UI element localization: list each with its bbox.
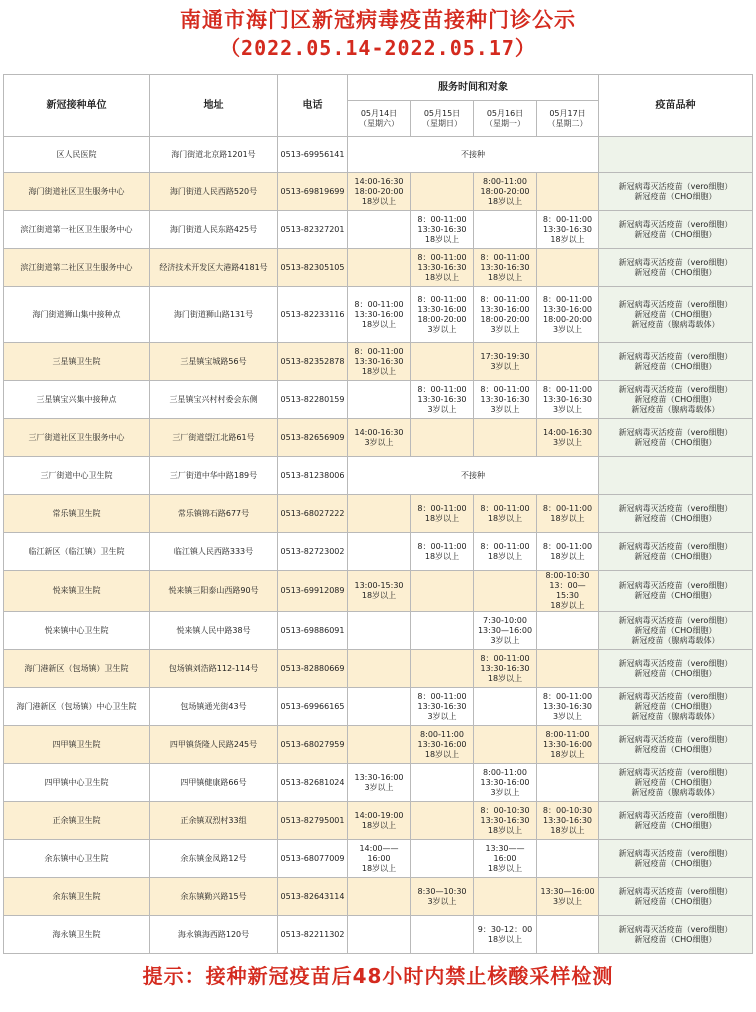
service-time-cell [348, 211, 411, 249]
unit-name: 三星镇宝兴集中接种点 [4, 381, 150, 419]
service-time-cell: 8:30—10:30 3岁以上 [411, 878, 474, 916]
service-time-cell [537, 343, 599, 381]
unit-phone: 0513-68077009 [278, 840, 348, 878]
service-time-cell [348, 688, 411, 726]
unit-phone: 0513-82305105 [278, 249, 348, 287]
unit-phone: 0513-82795001 [278, 802, 348, 840]
vaccine-types: 新冠病毒灭活疫苗（vero细胞） 新冠疫苗（CHO细胞） [599, 878, 753, 916]
unit-phone: 0513-69886091 [278, 612, 348, 650]
unit-address: 四甲镇健康路66号 [150, 764, 278, 802]
service-time-cell: 8:00-10:30 13：00—15:30 18岁以上 [537, 571, 599, 612]
unit-phone: 0513-82643114 [278, 878, 348, 916]
vaccine-types: 新冠病毒灭活疫苗（vero细胞） 新冠疫苗（CHO细胞） [599, 343, 753, 381]
service-time-cell: 8：00-11:00 13:30-16:30 18岁以上 [537, 211, 599, 249]
unit-name: 四甲镇卫生院 [4, 726, 150, 764]
unit-name: 三星镇卫生院 [4, 343, 150, 381]
header-vaccine-type: 疫苗品种 [599, 75, 753, 137]
service-time-cell: 8：00-11:00 13:30-16:30 18岁以上 [474, 249, 537, 287]
unit-phone: 0513-82233116 [278, 287, 348, 343]
service-time-cell: 13:00-15:30 18岁以上 [348, 571, 411, 612]
unit-name: 正余镇卫生院 [4, 802, 150, 840]
unit-address: 临江镇人民西路333号 [150, 533, 278, 571]
unit-phone: 0513-81238006 [278, 457, 348, 495]
unit-name: 四甲镇中心卫生院 [4, 764, 150, 802]
vaccine-types: 新冠病毒灭活疫苗（vero细胞） 新冠疫苗（CHO细胞） [599, 495, 753, 533]
unit-name: 区人民医院 [4, 137, 150, 173]
warning-tip: 提示：接种新冠疫苗后48小时内禁止核酸采样检测 [142, 964, 614, 988]
unit-address: 悦来镇人民中路38号 [150, 612, 278, 650]
service-time-cell: 8：00-11:00 18岁以上 [411, 495, 474, 533]
service-time-cell: 14:00-16:30 18:00-20:00 18岁以上 [348, 173, 411, 211]
service-time-cell: 13:30—16:00 3岁以上 [537, 878, 599, 916]
service-time-cell: 8：00-11:00 13:30-16:30 3岁以上 [474, 381, 537, 419]
vaccination-schedule-table [3, 74, 753, 954]
table-row [4, 287, 753, 343]
service-time-cell: 14:00-19:00 18岁以上 [348, 802, 411, 840]
unit-phone: 0513-68027222 [278, 495, 348, 533]
service-time-cell [474, 571, 537, 612]
service-time-cell: 8：00-11:00 13:30-16:30 18岁以上 [348, 343, 411, 381]
unit-phone: 0513-69912089 [278, 571, 348, 612]
vaccine-types: 新冠病毒灭活疫苗（vero细胞） 新冠疫苗（CHO细胞） 新冠疫苗（腺病毒载体） [599, 764, 753, 802]
service-time-cell [474, 878, 537, 916]
unit-name: 临江新区（临江镇）卫生院 [4, 533, 150, 571]
vaccine-types: 新冠病毒灭活疫苗（vero细胞） 新冠疫苗（CHO细胞） [599, 840, 753, 878]
table-row [4, 343, 753, 381]
unit-address: 余东镇金凤路12号 [150, 840, 278, 878]
service-time-cell: 8:00-11:00 13:30-16:00 18岁以上 [537, 726, 599, 764]
service-time-cell: 8：00-11:00 13:30-16:30 3岁以上 [411, 381, 474, 419]
unit-address: 四甲镇货隆人民路245号 [150, 726, 278, 764]
schedule-rows [4, 137, 753, 954]
unit-name: 滨江街道第一社区卫生服务中心 [4, 211, 150, 249]
table-row [4, 612, 753, 650]
table-row [4, 249, 753, 287]
unit-name: 海门街道社区卫生服务中心 [4, 173, 150, 211]
vaccine-types: 新冠病毒灭活疫苗（vero细胞） 新冠疫苗（CHO细胞） [599, 533, 753, 571]
service-time-cell: 14:00-16:30 3岁以上 [537, 419, 599, 457]
table-row [4, 137, 753, 173]
service-time-cell: 7:30-10:00 13:30—16:00 3岁以上 [474, 612, 537, 650]
service-time-cell [411, 343, 474, 381]
vaccine-types: 新冠病毒灭活疫苗（vero细胞） 新冠疫苗（CHO细胞） [599, 419, 753, 457]
service-time-cell: 8：00-11:00 13:30-16:00 18:00-20:00 3岁以上 [411, 287, 474, 343]
service-time-cell [411, 173, 474, 211]
header-unit: 新冠接种单位 [4, 75, 150, 137]
header-day-2: 05月15日 （星期日） [411, 101, 474, 137]
unit-name: 悦来镇卫生院 [4, 571, 150, 612]
service-time-cell: 8：00-11:00 13:30-16:00 18岁以上 [348, 287, 411, 343]
unit-address: 海永镇海西路120号 [150, 916, 278, 954]
not-vaccinating-note: 不接种 [348, 457, 599, 495]
service-time-cell [474, 419, 537, 457]
table-row [4, 764, 753, 802]
service-time-cell: 8：00-11:00 18岁以上 [411, 533, 474, 571]
service-time-cell: 9：30-12：00 18岁以上 [474, 916, 537, 954]
vaccine-types [599, 457, 753, 495]
service-time-cell: 13:30——16:00 18岁以上 [474, 840, 537, 878]
table-row [4, 726, 753, 764]
service-time-cell [537, 650, 599, 688]
unit-name: 海门港新区（包场镇）中心卫生院 [4, 688, 150, 726]
vaccine-types: 新冠病毒灭活疫苗（vero细胞） 新冠疫苗（CHO细胞） [599, 249, 753, 287]
table-row [4, 650, 753, 688]
table-row [4, 211, 753, 249]
header-day-4: 05月17日 （星期二） [537, 101, 599, 137]
vaccine-types: 新冠病毒灭活疫苗（vero细胞） 新冠疫苗（CHO细胞） 新冠疫苗（腺病毒载体） [599, 381, 753, 419]
service-time-cell [348, 916, 411, 954]
service-time-cell [537, 612, 599, 650]
service-time-cell: 8：00-11:00 13:30-16:30 18岁以上 [411, 249, 474, 287]
table-row [4, 878, 753, 916]
unit-phone: 0513-69966165 [278, 688, 348, 726]
service-time-cell [411, 916, 474, 954]
service-time-cell: 14:00——16:00 18岁以上 [348, 840, 411, 878]
unit-name: 滨江街道第二社区卫生服务中心 [4, 249, 150, 287]
service-time-cell: 8：00-10:30 13:30-16:30 18岁以上 [537, 802, 599, 840]
service-time-cell [537, 916, 599, 954]
service-time-cell [411, 571, 474, 612]
header-day-3: 05月16日 （星期一） [474, 101, 537, 137]
unit-address: 海门街道狮山路131号 [150, 287, 278, 343]
header-address: 地址 [150, 75, 278, 137]
unit-phone: 0513-82352878 [278, 343, 348, 381]
service-time-cell: 8：00-11:00 13:30-16:30 18岁以上 [411, 211, 474, 249]
service-time-cell: 17:30-19:30 3岁以上 [474, 343, 537, 381]
date-range-subtitle: （2022.05.14-2022.05.17） [220, 36, 536, 60]
table-row [4, 533, 753, 571]
header-day-1: 05月14日 （星期六） [348, 101, 411, 137]
unit-address: 海门街道北京路1201号 [150, 137, 278, 173]
service-time-cell: 8:00-11:00 13:30-16:00 18岁以上 [411, 726, 474, 764]
service-time-cell: 8：00-11:00 18岁以上 [474, 533, 537, 571]
table-row [4, 840, 753, 878]
service-time-cell: 8：00-11:00 13:30-16:00 18:00-20:00 3岁以上 [474, 287, 537, 343]
unit-address: 三星镇宝兴村村委会东侧 [150, 381, 278, 419]
unit-address: 余东镇勤兴路15号 [150, 878, 278, 916]
service-time-cell [348, 533, 411, 571]
service-time-cell [348, 249, 411, 287]
service-time-cell [348, 381, 411, 419]
unit-phone: 0513-82656909 [278, 419, 348, 457]
vaccine-types: 新冠病毒灭活疫苗（vero细胞） 新冠疫苗（CHO细胞） 新冠疫苗（腺病毒载体） [599, 688, 753, 726]
table-row [4, 419, 753, 457]
service-time-cell [537, 840, 599, 878]
vaccine-types: 新冠病毒灭活疫苗（vero细胞） 新冠疫苗（CHO细胞） [599, 916, 753, 954]
vaccine-types: 新冠病毒灭活疫苗（vero细胞） 新冠疫苗（CHO细胞） 新冠疫苗（腺病毒载体） [599, 287, 753, 343]
table-row [4, 916, 753, 954]
service-time-cell [474, 688, 537, 726]
vaccine-types: 新冠病毒灭活疫苗（vero细胞） 新冠疫苗（CHO细胞） [599, 802, 753, 840]
unit-address: 包场镇刘浩路112-114号 [150, 650, 278, 688]
unit-phone: 0513-82280159 [278, 381, 348, 419]
vaccine-types: 新冠病毒灭活疫苗（vero细胞） 新冠疫苗（CHO细胞） [599, 173, 753, 211]
vaccine-types: 新冠病毒灭活疫苗（vero细胞） 新冠疫苗（CHO细胞） [599, 650, 753, 688]
service-time-cell: 8：00-11:00 13:30-16:30 3岁以上 [537, 381, 599, 419]
unit-address: 正余镇双烈村33组 [150, 802, 278, 840]
service-time-cell [411, 650, 474, 688]
unit-name: 三厂街道中心卫生院 [4, 457, 150, 495]
unit-name: 常乐镇卫生院 [4, 495, 150, 533]
unit-name: 三厂街道社区卫生服务中心 [4, 419, 150, 457]
service-time-cell: 8:00-11:00 13:30-16:00 3岁以上 [474, 764, 537, 802]
table-row [4, 571, 753, 612]
service-time-cell [411, 840, 474, 878]
unit-phone: 0513-82723002 [278, 533, 348, 571]
unit-address: 海门街道人民东路425号 [150, 211, 278, 249]
unit-phone: 0513-69956141 [278, 137, 348, 173]
unit-name: 悦来镇中心卫生院 [4, 612, 150, 650]
unit-name: 海门港新区（包场镇）卫生院 [4, 650, 150, 688]
service-time-cell: 8：00-11:00 13:30-16:30 3岁以上 [411, 688, 474, 726]
service-time-cell [348, 650, 411, 688]
service-time-cell: 8：00-11:00 13:30-16:00 18:00-20:00 3岁以上 [537, 287, 599, 343]
not-vaccinating-note: 不接种 [348, 137, 599, 173]
vaccine-types: 新冠病毒灭活疫苗（vero细胞） 新冠疫苗（CHO细胞） [599, 726, 753, 764]
table-row [4, 688, 753, 726]
unit-address: 常乐镇锦石路677号 [150, 495, 278, 533]
unit-address: 三星镇宝城路56号 [150, 343, 278, 381]
service-time-cell: 8：00-10:30 13:30-16:30 18岁以上 [474, 802, 537, 840]
service-time-cell [411, 419, 474, 457]
service-time-cell [474, 726, 537, 764]
header-phone: 电话 [278, 75, 348, 137]
unit-name: 海永镇卫生院 [4, 916, 150, 954]
unit-phone: 0513-82327201 [278, 211, 348, 249]
unit-phone: 0513-82880669 [278, 650, 348, 688]
unit-address: 三厂街道中华中路189号 [150, 457, 278, 495]
table-row [4, 802, 753, 840]
page-title: 南通市海门区新冠病毒疫苗接种门诊公示 [180, 8, 576, 32]
service-time-cell [348, 726, 411, 764]
service-time-cell [411, 802, 474, 840]
service-time-cell [348, 878, 411, 916]
vaccine-types: 新冠病毒灭活疫苗（vero细胞） 新冠疫苗（CHO细胞） 新冠疫苗（腺病毒载体） [599, 612, 753, 650]
service-time-cell: 8：00-11:00 18岁以上 [474, 495, 537, 533]
service-time-cell [348, 612, 411, 650]
service-time-cell: 8:00-11:00 18:00-20:00 18岁以上 [474, 173, 537, 211]
service-time-cell: 8：00-11:00 18岁以上 [537, 495, 599, 533]
unit-phone: 0513-82211302 [278, 916, 348, 954]
unit-name: 余东镇中心卫生院 [4, 840, 150, 878]
service-time-cell [411, 612, 474, 650]
service-time-cell [348, 495, 411, 533]
unit-address: 悦来镇三阳泰山西路90号 [150, 571, 278, 612]
vaccine-types: 新冠病毒灭活疫苗（vero细胞） 新冠疫苗（CHO细胞） [599, 211, 753, 249]
vaccine-types: 新冠病毒灭活疫苗（vero细胞） 新冠疫苗（CHO细胞） [599, 571, 753, 612]
service-time-cell: 8：00-11:00 13:30-16:30 3岁以上 [537, 688, 599, 726]
service-time-cell: 8：00-11:00 13:30-16:30 18岁以上 [474, 650, 537, 688]
unit-name: 海门街道狮山集中接种点 [4, 287, 150, 343]
unit-address: 经济技术开发区大港路4181号 [150, 249, 278, 287]
unit-phone: 0513-68027959 [278, 726, 348, 764]
service-time-cell: 13:30-16:00 3岁以上 [348, 764, 411, 802]
vaccine-types [599, 137, 753, 173]
unit-phone: 0513-69819699 [278, 173, 348, 211]
service-time-cell [411, 764, 474, 802]
service-time-cell [537, 173, 599, 211]
unit-address: 海门街道人民西路520号 [150, 173, 278, 211]
unit-address: 包场镇通光街43号 [150, 688, 278, 726]
table-row [4, 495, 753, 533]
table-row [4, 173, 753, 211]
table-row [4, 457, 753, 495]
service-time-cell: 8：00-11:00 18岁以上 [537, 533, 599, 571]
service-time-cell [474, 211, 537, 249]
service-time-cell [537, 249, 599, 287]
unit-name: 余东镇卫生院 [4, 878, 150, 916]
header-service-time: 服务时间和对象 [348, 75, 599, 101]
service-time-cell [537, 764, 599, 802]
service-time-cell: 14:00-16:30 3岁以上 [348, 419, 411, 457]
unit-phone: 0513-82681024 [278, 764, 348, 802]
table-row [4, 381, 753, 419]
unit-address: 三厂街道望江北路61号 [150, 419, 278, 457]
